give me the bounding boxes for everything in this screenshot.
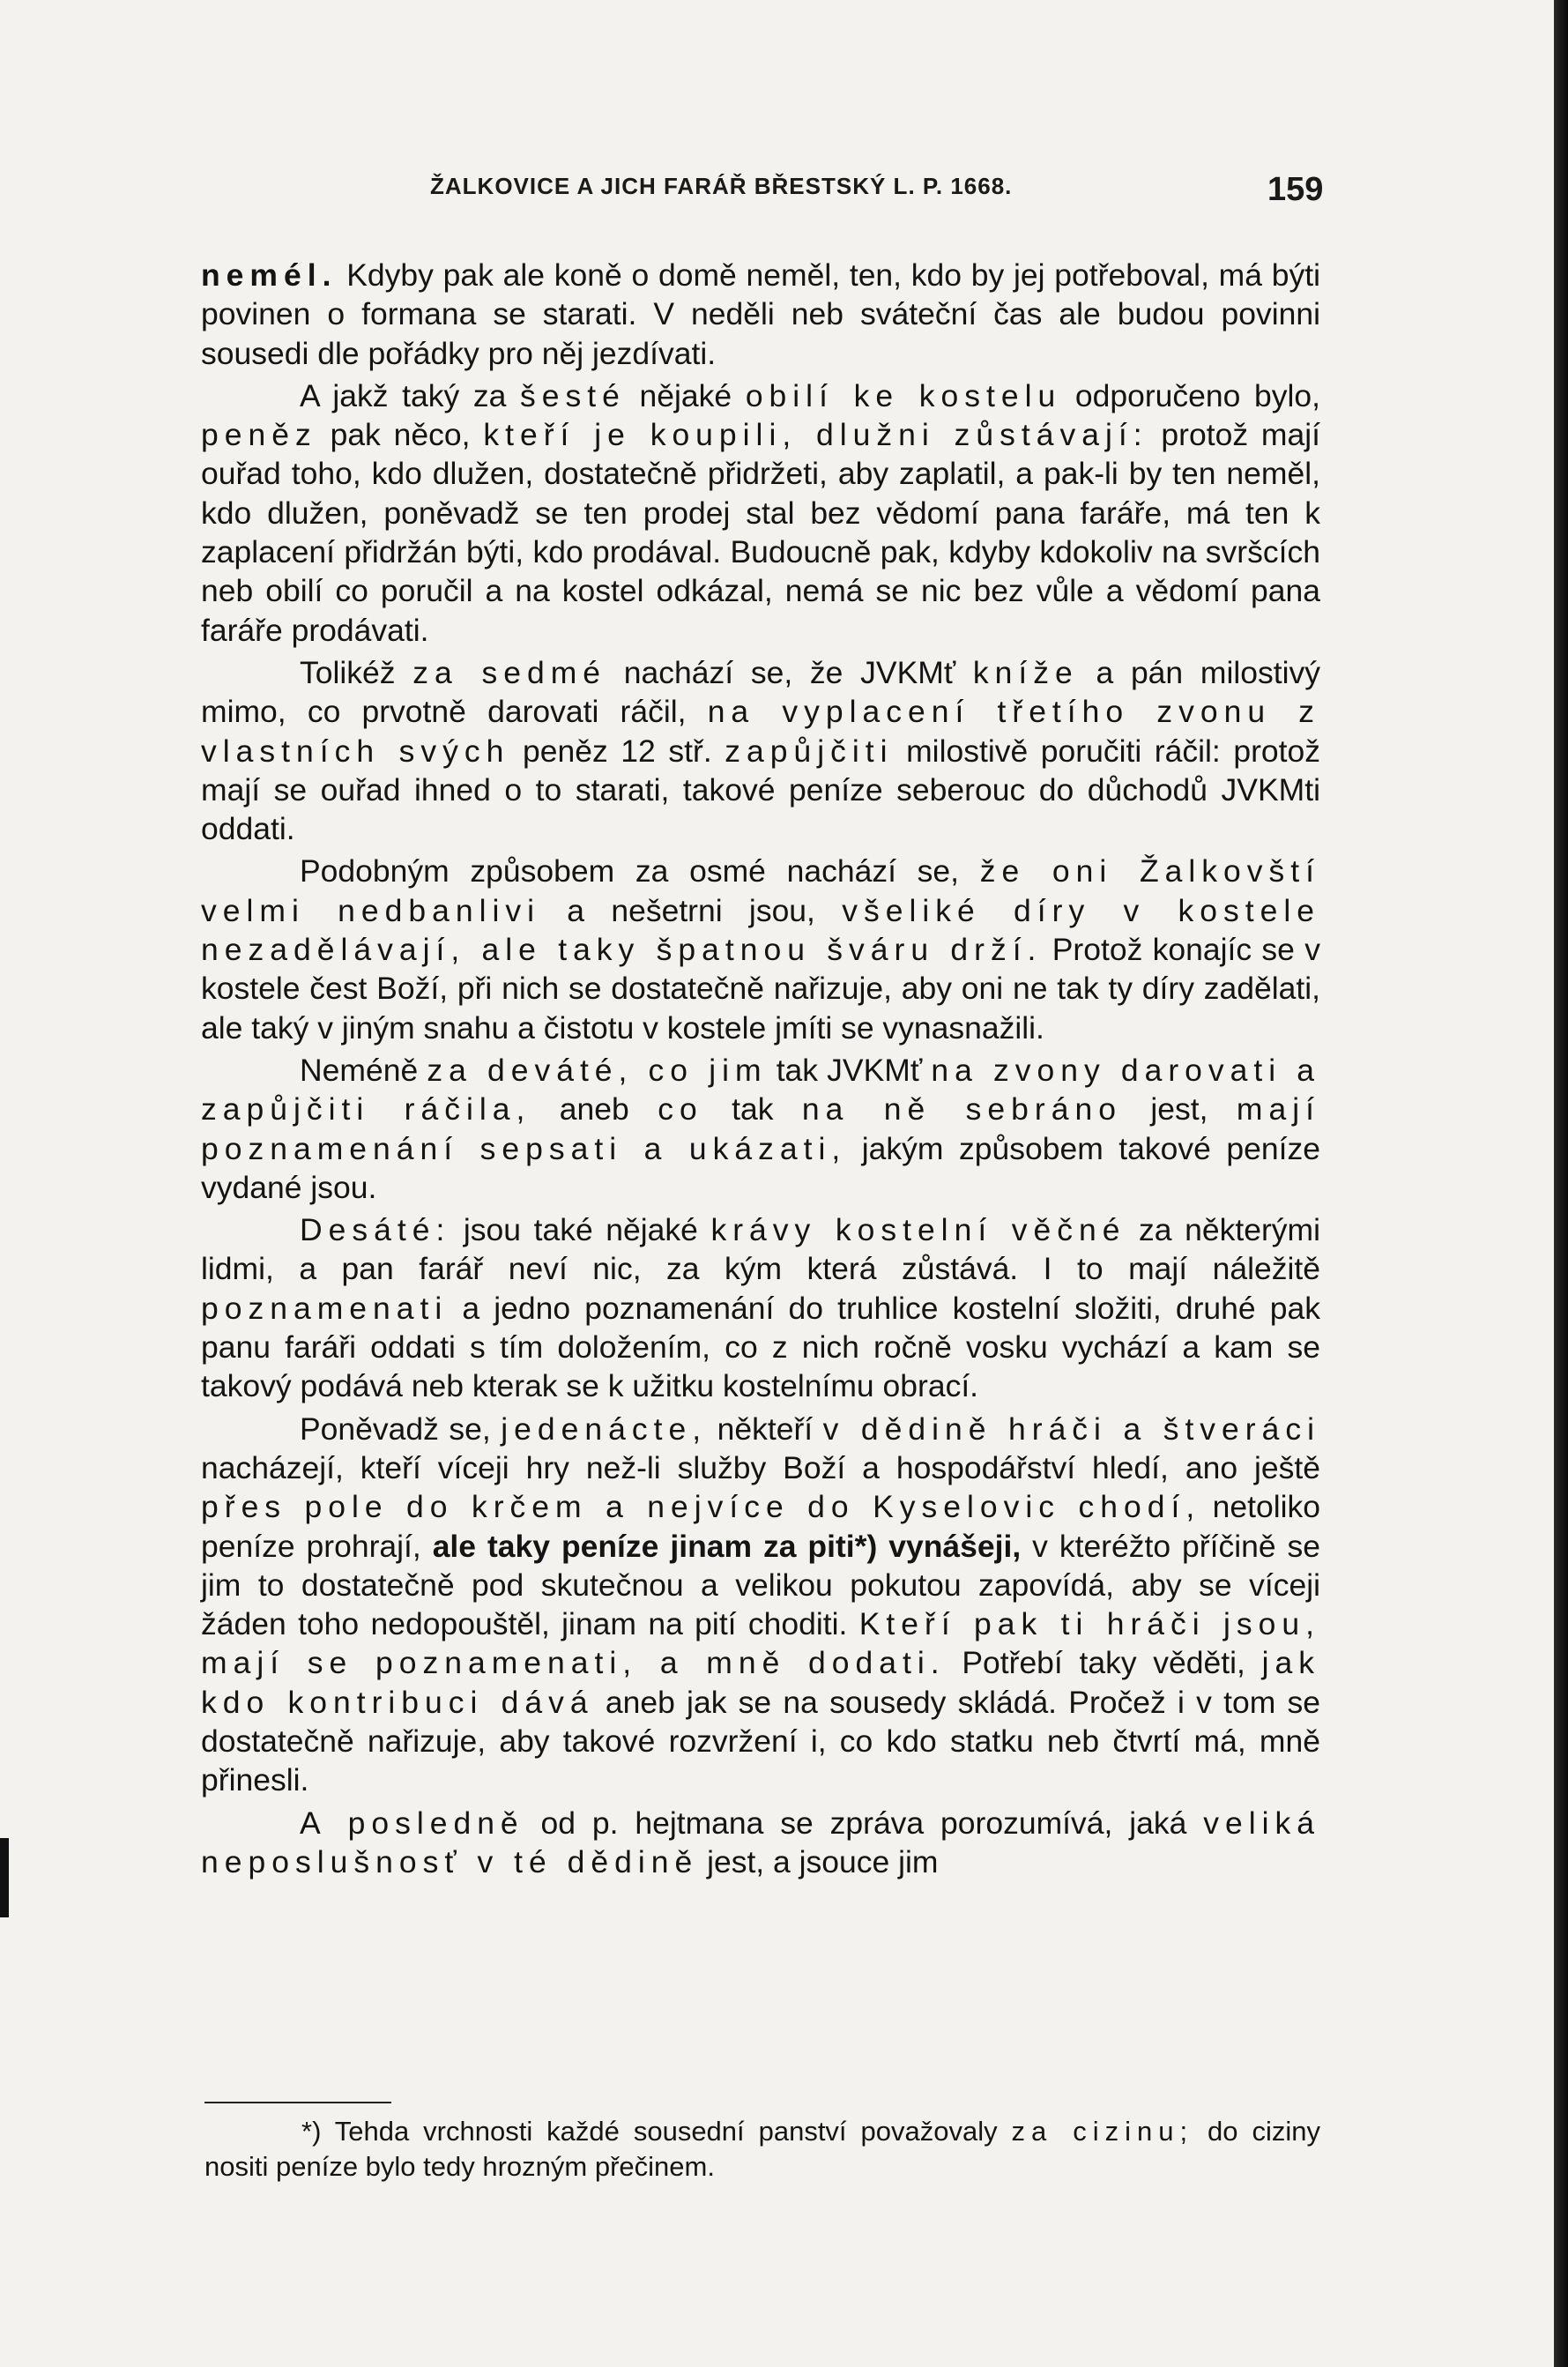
- paragraph-6: Desáté: jsou také nějaké krávy kostelní věčné za některými lidmi, a pan farář neví nic, za kým která zůstává. I to mají náležitě poznamenati a jedno poznamenání do truhlice kostelní složiti, druhé pak panu faráři oddati s tím doložením, co z nich ročně vosku vychází a kam se takový podává neb kterak se k užitku kostelnímu obrací.: [201, 1212, 1320, 1404]
- paragraph-4: Podobným způsobem za osmé nachází se, že oni Žalkovští velmi nedbanlivi a nešetrni jsou, všeliké díry v kostele nezadělávají, ale taky špatnou šváru drží. Protož konajíc se v kostele čest Boží, při nich se dostatečně nařizuje, aby oni ne tak ty díry zadělati, ale taký v jiným snahu a čistotu v kostele jmíti se vynasnažili.: [201, 853, 1321, 1046]
- body-text: [201, 256, 1320, 1885]
- paragraph-2: A jakž taký za šesté nějaké obilí ke kostelu odporučeno bylo, peněz pak něco, kteří je koupili, dlužni zůstávají: protož mají ouřad toho, kdo dlužen, dostatečně přidržeti, aby zaplatil, a pak-li by ten neměl, kdo dlužen, poněvadž se ten prodej stal bez vědomí pana faráře, má ten k zaplacení přidržán býti, kdo prodával. Budoucně pak, kdyby kdokoliv na svršcích neb obilí co poručil a na kostel odkázal, nemá se nic bez vůle a vědomí pana faráře prodávati.: [201, 377, 1321, 648]
- binding-mark: [0, 1838, 9, 1917]
- paragraph-3: Tolikéž za sedmé nachází se, že JVKMť kníže a pán milostivý mimo, co prvotně darovati ráčil, na vyplacení třetího zvonu z vlastních svých peněz 12 stř. zapůjčiti milostivě poručiti ráčil: protož mají se ouřad ihned o to starati, takové peníze seberouc do důchodů JVKMti oddati.: [201, 654, 1320, 847]
- paragraph-8: A posledně od p. hejtmana se zpráva porozumívá, jaká veliká neposlušnosť v té dědině jest, a jsouce jim: [201, 1805, 1320, 1879]
- page-number: 159: [1267, 171, 1324, 208]
- paragraph-1: nemél. Kdyby pak ale koně o domě neměl, ten, kdo by jej potřeboval, má býti povinen o formana se starati. V neděli neb sváteční čas ale budou povinni sousedi dle pořádky pro něj jezdívati.: [201, 257, 1320, 371]
- paragraph-7: Poněvadž se, jedenácte, někteří v dědině hráči a štveráci nacházejí, kteří víceji hry než-li služby Boží a hospodářství hledí, ano ještě přes pole do krčem a nejvíce do Kyselovic chodí, netoliko peníze prohrají, ale taky peníze jinam za piti*) vynášeji, v kteréžto příčině se jim to dostatečně pod skutečnou a velikou pokutou zapovídá, aby se víceji žáden toho nedopouštěl, jinam na pití choditi. Kteří pak ti hráči jsou, mají se poznamenati, a mně dodati. Potřebí taky věděti, jak kdo kontribuci dává aneb jak se na sousedy skládá. Pročež i v tom se dostatečně nařizuje, aby takové rozvržení i, co kdo statku neb čtvrtí má, mně přinesli.: [201, 1411, 1321, 1798]
- paragraph-5: Neméně za deváté, co jim tak JVKMť na zvony darovati a zapůjčiti ráčila, aneb co tak na ně sebráno jest, mají poznamenání sepsati a ukázati, jakým způsobem takové peníze vydané jsou.: [201, 1052, 1321, 1205]
- page-edge-shadow: [1554, 0, 1568, 2367]
- running-title: ŽALKOVICE A JICH FARÁŘ BŘESTSKÝ L. P. 1668.: [430, 173, 1013, 199]
- footnote: *) Tehda vrchnosti každé sousední panství považovaly za cizinu; do ciziny nositi peníze bylo tedy hrozným přečinem.: [204, 2116, 1320, 2182]
- footnote-divider: [204, 2102, 391, 2103]
